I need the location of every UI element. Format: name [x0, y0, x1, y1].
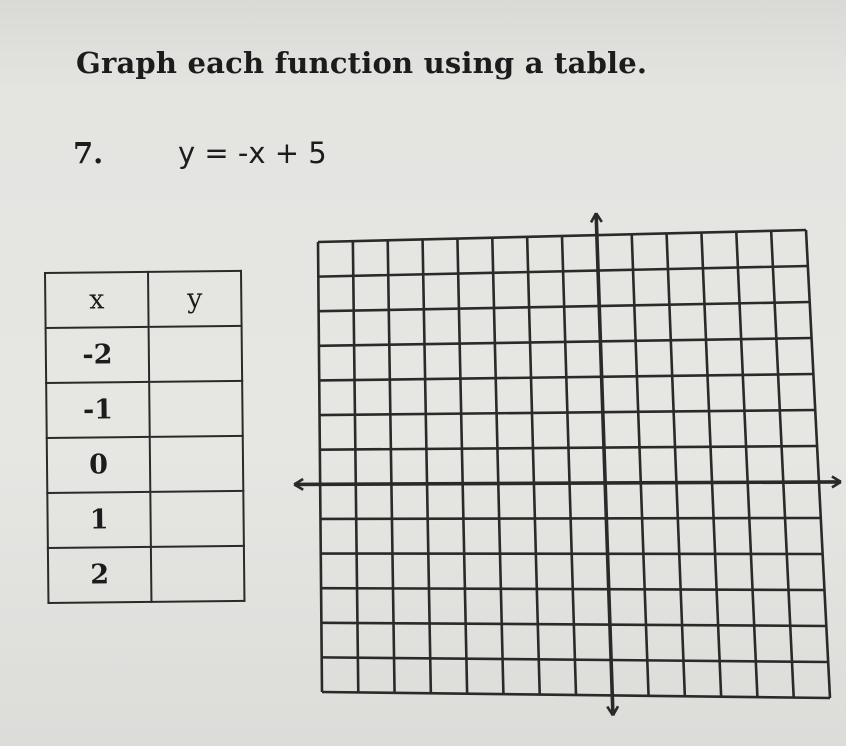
equation: y = -x + 5: [178, 136, 327, 170]
table-row: [48, 546, 245, 603]
grid-line-vertical: [353, 241, 358, 692]
grid-lines: [318, 230, 830, 698]
grid-line-vertical: [771, 231, 794, 698]
grid-line-horizontal: [320, 446, 817, 450]
grid-line-vertical: [632, 234, 649, 696]
table-cell-y[interactable]: [149, 381, 242, 437]
table-cell-x: 1: [47, 492, 151, 548]
grid-line-vertical: [806, 230, 830, 698]
table-cell-y[interactable]: [150, 436, 243, 492]
grid-line-vertical: [388, 240, 395, 693]
table-row: [46, 381, 243, 438]
table-cell-y[interactable]: [150, 491, 243, 547]
grid-line-vertical: [562, 236, 576, 695]
table-cell-x: 2: [48, 547, 152, 603]
grid-line-vertical: [667, 233, 685, 696]
axes: [294, 213, 841, 715]
table-header-row: [45, 271, 242, 328]
table-row: [47, 436, 244, 493]
grid-line-vertical: [736, 232, 757, 697]
xy-table: [44, 270, 245, 604]
problem-number: 7.: [73, 136, 104, 170]
y-axis: [596, 213, 613, 715]
table-header-y: y: [148, 271, 241, 327]
table-row: [46, 326, 243, 383]
table-cell-y[interactable]: [151, 546, 244, 602]
x-axis: [294, 482, 841, 485]
grid-line-horizontal: [321, 623, 826, 626]
table-row: [47, 491, 244, 548]
grid-line-vertical: [457, 239, 467, 694]
table-cell-y[interactable]: [149, 326, 242, 382]
table-cell-x: -2: [46, 327, 150, 383]
table-header-x: x: [45, 272, 149, 328]
coordinate-grid[interactable]: [278, 206, 846, 746]
grid-line-vertical: [527, 237, 540, 695]
grid-line-vertical: [701, 233, 721, 697]
table-cell-x: 0: [47, 437, 151, 493]
grid-line-vertical: [318, 242, 322, 692]
grid-line-vertical: [492, 238, 503, 694]
worksheet-title: Graph each function using a table.: [76, 46, 648, 80]
grid-line-horizontal: [320, 518, 820, 519]
grid-line-horizontal: [321, 588, 824, 590]
grid-line-vertical: [423, 239, 431, 693]
table-cell-x: -1: [46, 382, 150, 438]
